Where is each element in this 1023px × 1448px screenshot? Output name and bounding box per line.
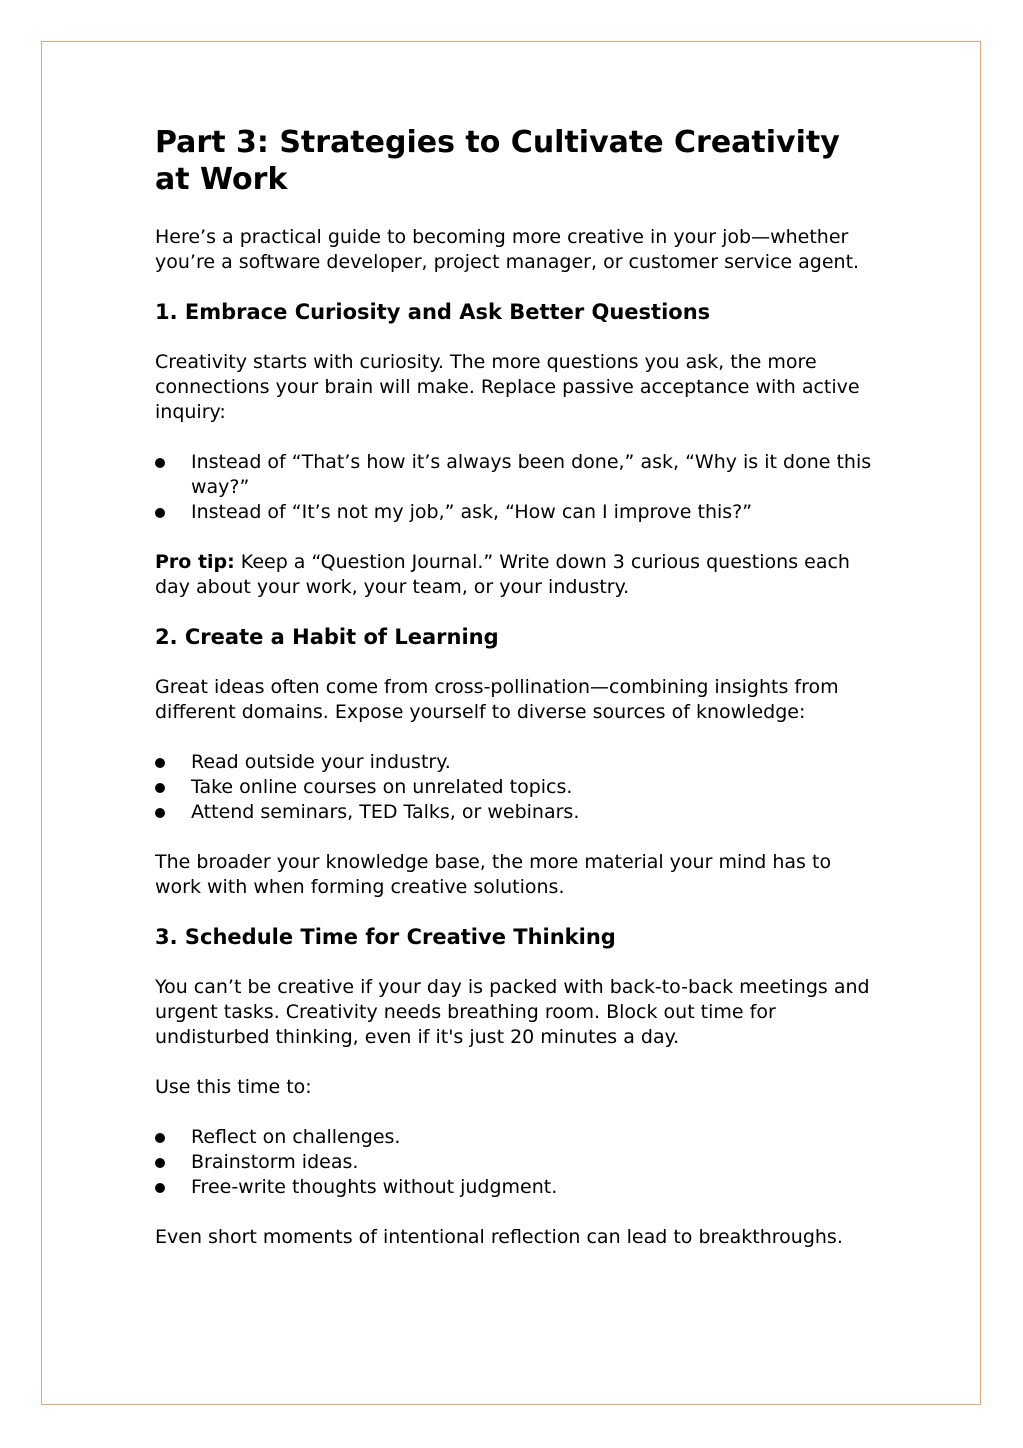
- bullet-icon: [155, 458, 165, 468]
- list-item-text: Brainstorm ideas.: [191, 1151, 359, 1173]
- intro-paragraph: Here’s a practical guide to becoming more creative in your job—whether you’re a software developer, project manager, or customer service agent.: [155, 226, 860, 273]
- bullet-icon: [155, 1133, 165, 1143]
- bullet-icon: [155, 783, 165, 793]
- section-heading-curiosity: 1. Embrace Curiosity and Ask Better Questions: [155, 300, 711, 324]
- bullet-icon: [155, 808, 165, 818]
- bullet-list: [155, 450, 875, 525]
- list-item: [155, 775, 875, 800]
- section-paragraph: Creativity starts with curiosity. The more questions you ask, the more connections your brain will make. Replace passive acceptance with active inquiry:: [155, 351, 860, 423]
- list-item: [155, 1125, 875, 1150]
- bullet-list: [155, 1125, 875, 1200]
- list-item-text: Reflect on challenges.: [191, 1126, 401, 1148]
- pro-tip-text: Keep a “Question Journal.” Write down 3 curious questions each day about your work, your team, or your industry.: [155, 551, 850, 598]
- list-item-text: Take online courses on unrelated topics.: [191, 776, 573, 798]
- bullet-icon: [155, 508, 165, 518]
- section-paragraph: Great ideas often come from cross-pollination—combining insights from different domains. Expose yourself to diverse sources of knowledge:: [155, 676, 839, 723]
- page-title: Part 3: Strategies to Cultivate Creativity at Work: [155, 125, 840, 197]
- section-paragraph: You can’t be creative if your day is packed with back-to-back meetings and urgent tasks. Creativity needs breathing room. Block out time for undisturbed thinking, even if it's just 20 minutes a day.: [155, 976, 870, 1048]
- section-heading-schedule: 3. Schedule Time for Creative Thinking: [155, 925, 616, 949]
- section-lead: Use this time to:: [155, 1076, 312, 1098]
- list-item-text: Free-write thoughts without judgment.: [191, 1176, 558, 1198]
- list-item-text: Instead of “It’s not my job,” ask, “How can I improve this?”: [191, 501, 753, 523]
- bullet-icon: [155, 1183, 165, 1193]
- bullet-list: [155, 750, 875, 825]
- list-item-text: Instead of “That’s how it’s always been done,” ask, “Why is it done this way?”: [191, 451, 872, 498]
- list-item: [155, 500, 875, 525]
- section-heading-learning: 2. Create a Habit of Learning: [155, 625, 499, 649]
- document-body: [155, 124, 875, 1275]
- list-item: [155, 1150, 875, 1175]
- section-closing: Even short moments of intentional reflection can lead to breakthroughs.: [155, 1226, 843, 1248]
- section-closing: The broader your knowledge base, the more material your mind has to work with when forming creative solutions.: [155, 851, 832, 898]
- list-item: [155, 800, 875, 825]
- bullet-icon: [155, 758, 165, 768]
- list-item-text: Read outside your industry.: [191, 751, 451, 773]
- pro-tip: [155, 550, 875, 600]
- list-item: [155, 450, 875, 500]
- bullet-icon: [155, 1158, 165, 1168]
- list-item: [155, 750, 875, 775]
- pro-tip-label: Pro tip:: [155, 551, 235, 573]
- list-item-text: Attend seminars, TED Talks, or webinars.: [191, 801, 580, 823]
- list-item: [155, 1175, 875, 1200]
